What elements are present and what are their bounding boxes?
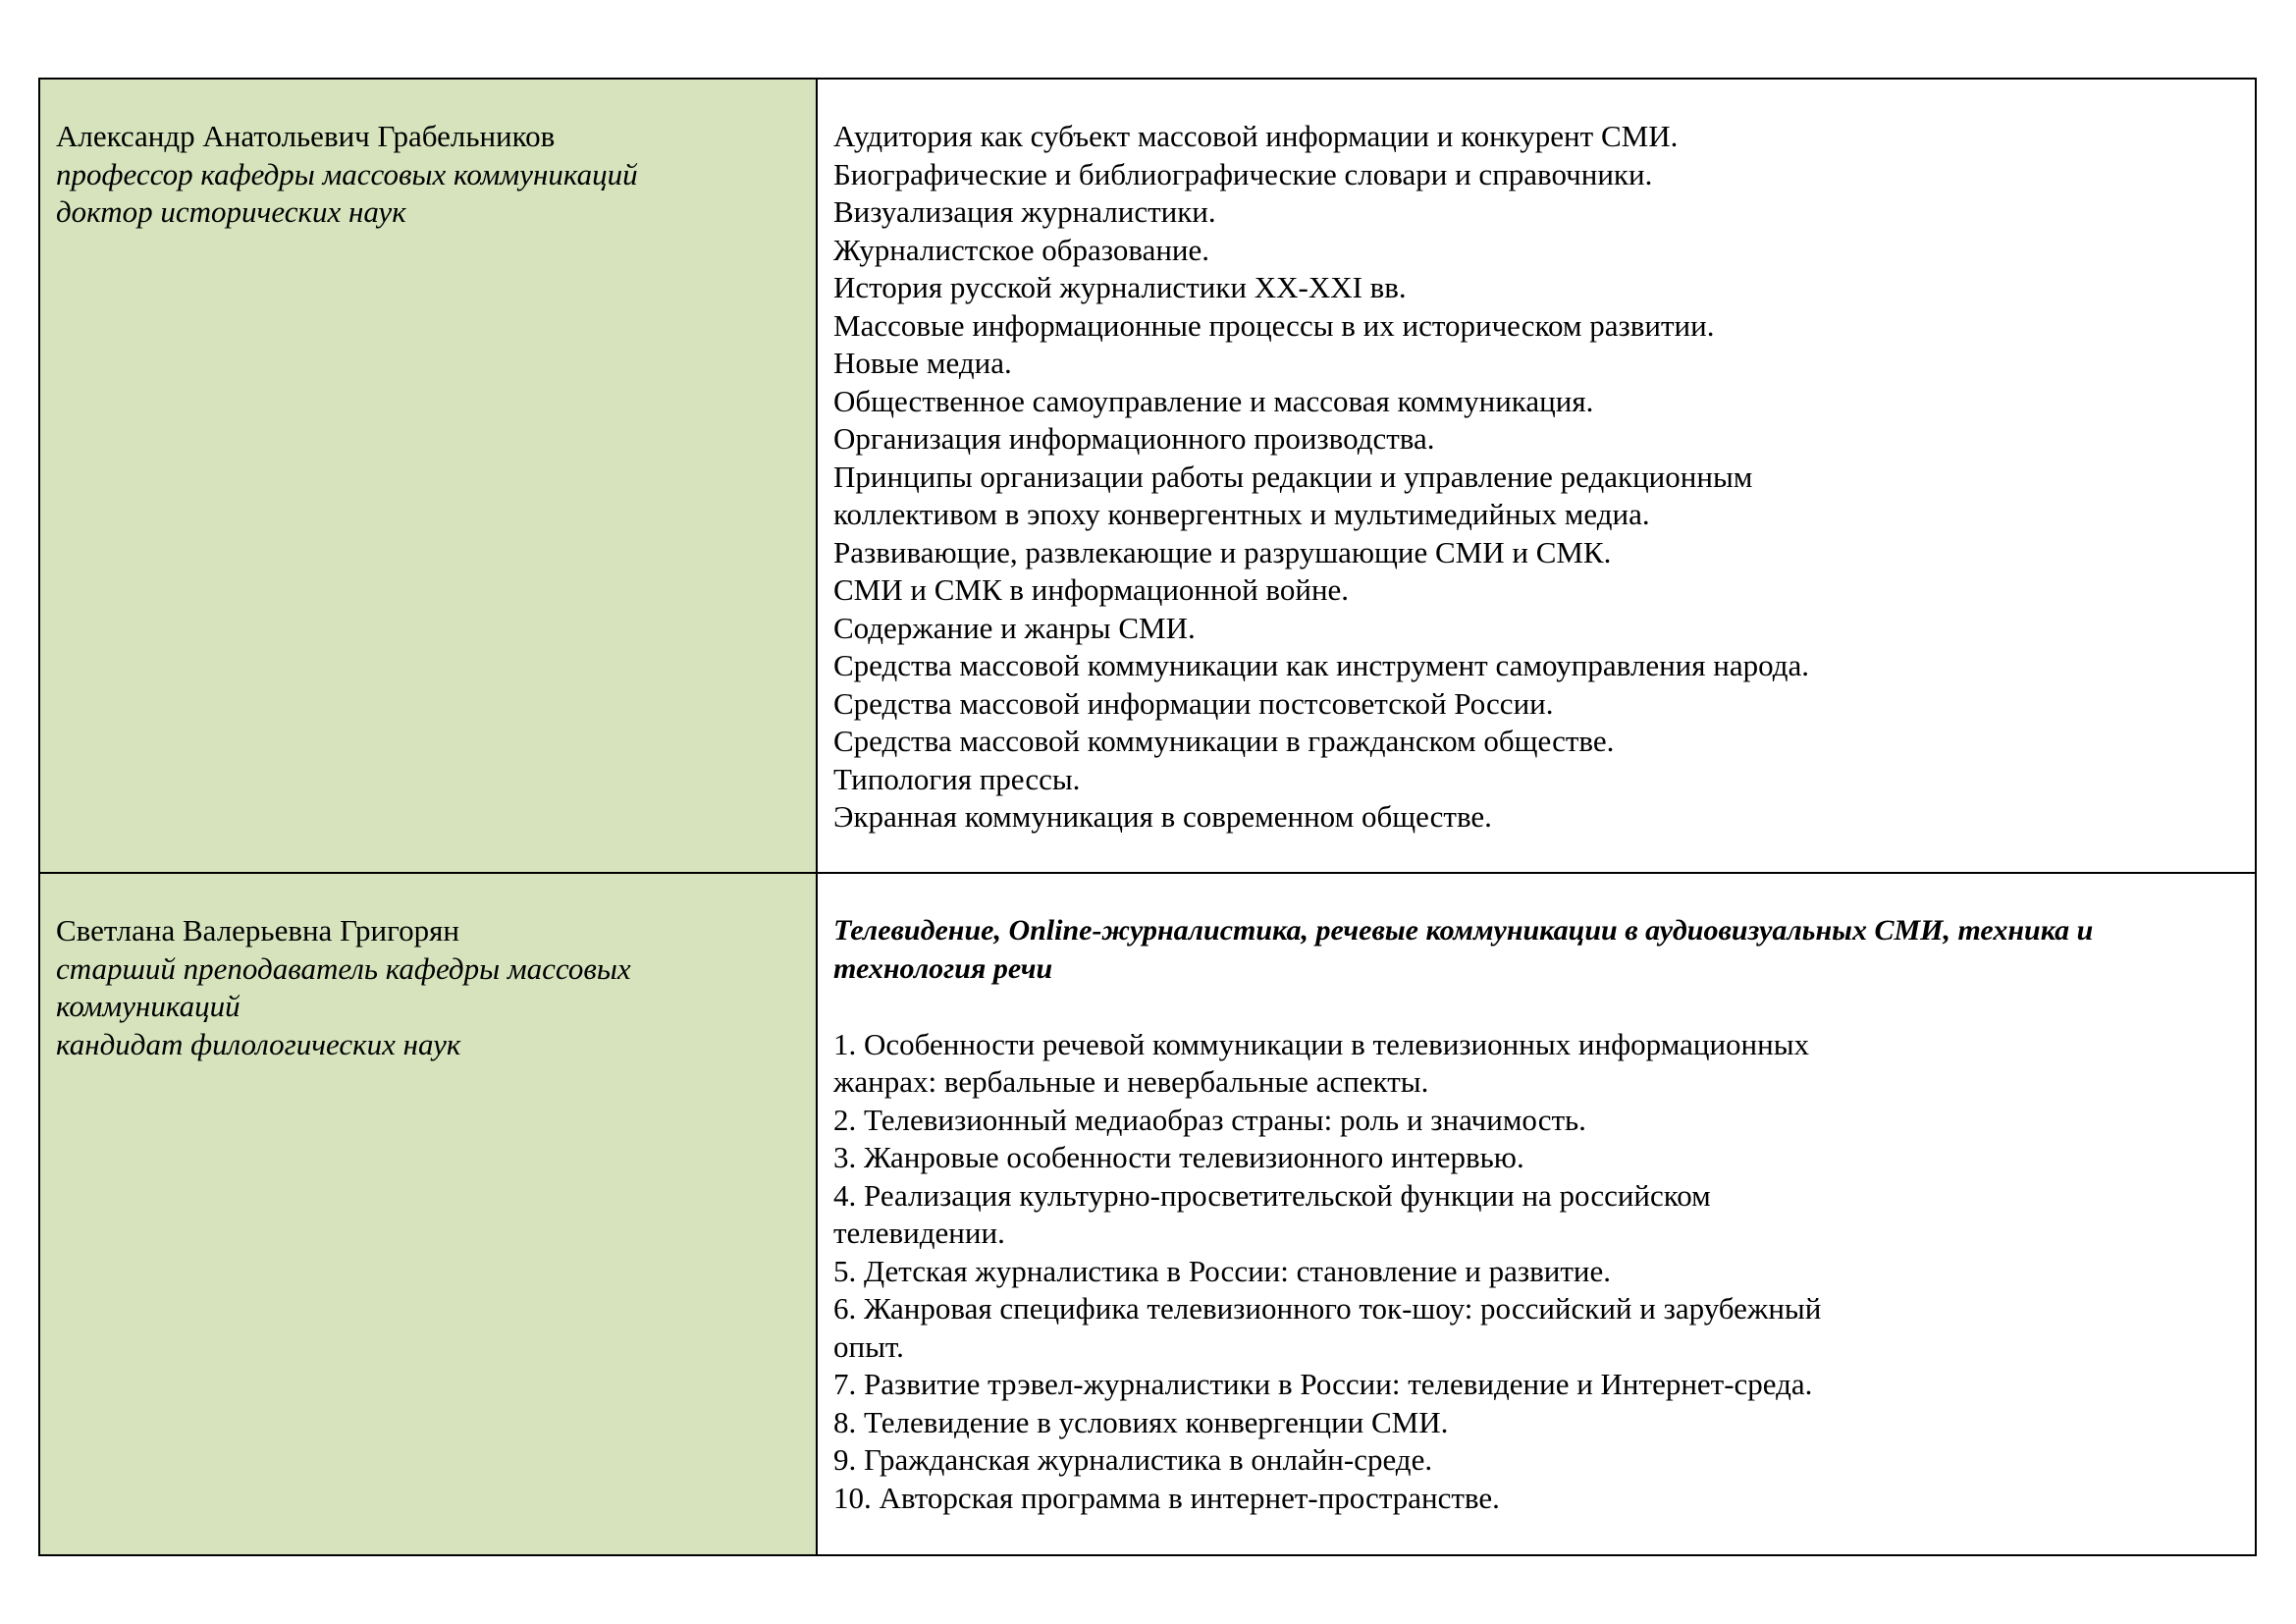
topic-line: жанрах: вербальные и невербальные аспекты. [833,1064,1429,1099]
supervisors-table [38,78,2257,1556]
topic-line: Содержание и жанры СМИ. [833,610,1196,645]
topics-cell [817,873,2256,1555]
topic-line: Новые медиа. [833,346,1012,380]
topic-line: 10. Авторская программа в интернет-пространстве. [833,1480,1500,1515]
person-name: Светлана Валерьевна Григорян [56,913,459,947]
topic-line: Аудитория как субъект массовой информации и конкурент СМИ. [833,119,1679,153]
topic-line: Принципы организации работы редакции и управление редакционным [833,459,1753,494]
topic-line: Массовые информационные процессы в их историческом развитии. [833,307,1715,343]
topic-line: телевидении. [833,1216,1005,1250]
topic-line: опыт. [833,1328,904,1364]
person-position: коммуникаций [56,989,240,1023]
topic-line: Биографические и библиографические словари и справочники. [833,156,1653,191]
person-info [40,80,816,232]
person-cell [39,79,817,873]
topic-line: Средства массовой коммуникации в гражданском обществе. [833,724,1615,758]
topic-line: Журналистское образование. [833,232,1210,267]
topic-line: 4. Реализация культурно-просветительской функции на российском [833,1177,1711,1213]
topic-line: 3. Жанровые особенности телевизионного интервью. [833,1140,1524,1174]
topic-line: История русской журналистики XX-XXI вв. [833,270,1407,304]
topics-cell [817,79,2256,873]
topic-line: 6. Жанровая специфика телевизионного ток-шоу: российский и зарубежный [833,1291,1822,1326]
topic-line: 5. Детская журналистика в России: становление и развитие. [833,1253,1612,1288]
person-position: старший преподаватель кафедры массовых [56,950,631,986]
topic-line: Организация информационного производства. [833,421,1435,456]
topic-line: 8. Телевидение в условиях конвергенции СМИ. [833,1404,1449,1439]
table-row [39,873,2256,1555]
person-info [40,874,816,1063]
topic-line: Развивающие, развлекающие и разрушающие СМИ и СМК. [833,534,1612,569]
topics-list [818,874,2255,1517]
topic-line: 1. Особенности речевой коммуникации в телевизионных информационных [833,1026,1810,1061]
topic-line: Средства массовой коммуникации как инструмент самоуправления народа. [833,648,1810,682]
topic-line: Средства массовой информации постсоветской России. [833,685,1554,721]
topic-line: 9. Гражданская журналистика в онлайн-среде. [833,1442,1433,1477]
topics-heading: Телевидение, Online-журналистика, речевые коммуникации в аудиовизуальных СМИ, техника и [833,914,2094,947]
topic-line: коллективом в эпоху конвергентных и мультимедийных медиа. [833,497,1650,531]
topic-line: Типология прессы. [833,761,1081,796]
topics-heading: технология речи [833,951,1053,985]
spacer [833,988,2239,1026]
table-row [39,79,2256,873]
topic-line: Общественное самоуправление и массовая коммуникация. [833,383,1594,418]
person-name: Александр Анатольевич Грабельников [56,119,556,153]
person-degree: доктор исторических наук [56,194,406,229]
topic-line: Визуализация журналистики. [833,194,1216,229]
topic-line: 2. Телевизионный медиаобраз страны: роль и значимость. [833,1102,1586,1137]
person-position: профессор кафедры массовых коммуникаций [56,156,638,191]
person-cell [39,873,817,1555]
person-degree: кандидат филологических наук [56,1026,461,1061]
topic-line: СМИ и СМК в информационной войне. [833,572,1350,607]
topics-list [818,80,2255,837]
topic-line: 7. Развитие трэвел-журналистики в России: телевидение и Интернет-среда. [833,1367,1813,1401]
topic-line: Экранная коммуникация в современном обществе. [833,799,1492,834]
